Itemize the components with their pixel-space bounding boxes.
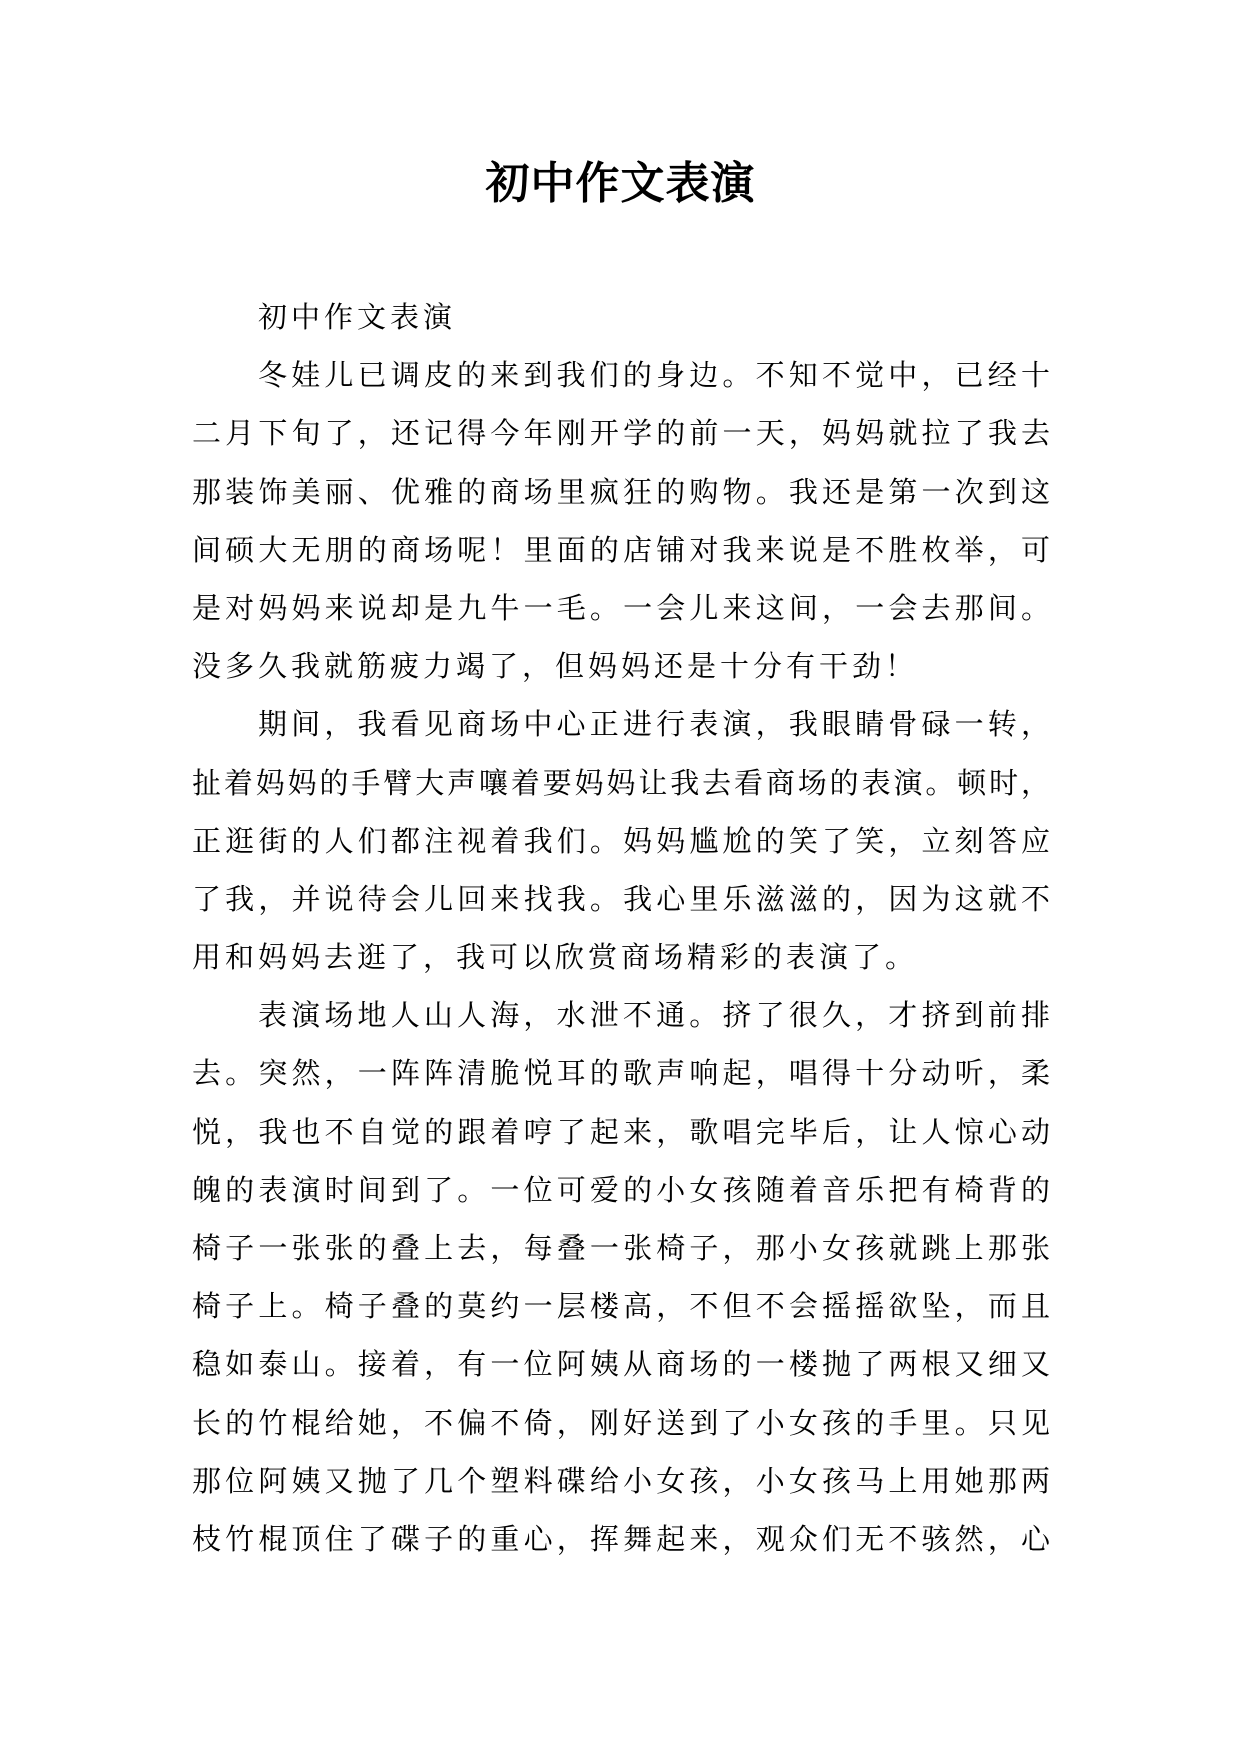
paragraph-line: 冬娃儿已调皮的来到我们的身边。不知不觉中，已经十 (258, 358, 1050, 393)
paragraph (192, 986, 1050, 1568)
paragraph-line: 椅子上。椅子叠的莫约一层楼高，不但不会摇摇欲坠，而且 (192, 1289, 1050, 1324)
paragraph-essay-title (192, 288, 1050, 346)
paragraph-line: 魄的表演时间到了。一位可爱的小女孩随着音乐把有椅背的 (192, 1172, 1050, 1207)
paragraph-line: 间硕大无朋的商场呢！里面的店铺对我来说是不胜枚举，可 (192, 532, 1050, 567)
paragraph-line: 去。突然，一阵阵清脆悦耳的歌声响起，唱得十分动听，柔 (192, 1056, 1050, 1091)
paragraph-line: 没多久我就筋疲力竭了，但妈妈还是十分有干劲！ (192, 649, 919, 684)
paragraph-line: 二月下旬了，还记得今年刚开学的前一天，妈妈就拉了我去 (192, 416, 1050, 451)
paragraph-line: 扯着妈妈的手臂大声嚷着要妈妈让我去看商场的表演。顿时， (192, 765, 1050, 800)
paragraph-line: 那位阿姨又抛了几个塑料碟给小女孩，小女孩马上用她那两 (192, 1463, 1050, 1498)
paragraph-line: 正逛街的人们都注视着我们。妈妈尴尬的笑了笑，立刻答应 (192, 823, 1050, 858)
paragraph-line: 稳如泰山。接着，有一位阿姨从商场的一楼抛了两根又细又 (192, 1347, 1050, 1382)
page-title: 初中作文表演 (485, 159, 756, 208)
paragraph (192, 346, 1050, 695)
paragraph-line: 用和妈妈去逛了，我可以欣赏商场精彩的表演了。 (192, 940, 919, 975)
essay-body (192, 288, 1050, 1568)
paragraph-line: 椅子一张张的叠上去，每叠一张椅子，那小女孩就跳上那张 (192, 1231, 1050, 1265)
paragraph-line: 初中作文表演 (258, 300, 457, 334)
paragraph-line: 了我，并说待会儿回来找我。我心里乐滋滋的，因为这就不 (192, 881, 1050, 916)
paragraph-line: 长的竹棍给她，不偏不倚，刚好送到了小女孩的手里。只见 (192, 1405, 1050, 1440)
paragraph-line: 悦，我也不自觉的跟着哼了起来，歌唱完毕后，让人惊心动 (192, 1114, 1050, 1149)
paragraph-line: 是对妈妈来说却是九牛一毛。一会儿来这间，一会去那间。 (192, 590, 1050, 625)
paragraph-line: 期间，我看见商场中心正进行表演，我眼睛骨碌一转， (258, 707, 1050, 742)
paragraph-line: 枝竹棍顶住了碟子的重心，挥舞起来，观众们无不骇然，心 (192, 1521, 1050, 1556)
paragraph (192, 695, 1050, 986)
paragraph-line: 那装饰美丽、优雅的商场里疯狂的购物。我还是第一次到这 (192, 474, 1050, 509)
paragraph-line: 表演场地人山人海，水泄不通。挤了很久，才挤到前排 (258, 998, 1050, 1033)
